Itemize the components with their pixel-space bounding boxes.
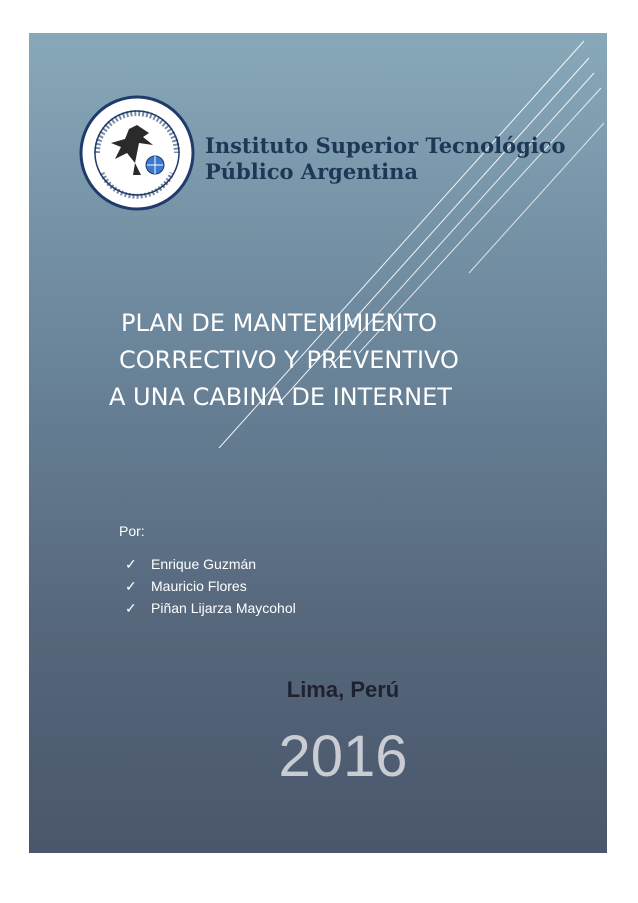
checkmark-icon: ✓ xyxy=(125,578,137,594)
author-name: Piñan Lijarza Maycohol xyxy=(151,600,296,616)
title-line3: A UNA CABINA DE INTERNET xyxy=(109,383,452,411)
title-line2: CORRECTIVO Y PREVENTIVO xyxy=(119,346,459,374)
cover-panel xyxy=(29,33,607,853)
list-item xyxy=(125,575,296,597)
author-name: Mauricio Flores xyxy=(151,578,247,594)
year-text: 2016 xyxy=(278,724,408,789)
checkmark-icon: ✓ xyxy=(125,600,137,616)
institute-name-line2: Público Argentina xyxy=(205,159,419,184)
authors-list xyxy=(125,553,296,619)
institute-name xyxy=(205,133,566,185)
institute-seal-logo xyxy=(77,93,197,213)
document-title xyxy=(29,305,607,416)
title-line1: PLAN DE MANTENIMIENTO xyxy=(121,309,438,337)
authors-label: Por: xyxy=(119,523,145,539)
checkmark-icon: ✓ xyxy=(125,556,137,572)
institute-name-line1: Instituto Superior Tecnológico xyxy=(205,133,566,158)
list-item xyxy=(125,597,296,619)
list-item xyxy=(125,553,296,575)
place-text: Lima, Perú xyxy=(286,677,400,702)
author-name: Enrique Guzmán xyxy=(151,556,257,572)
